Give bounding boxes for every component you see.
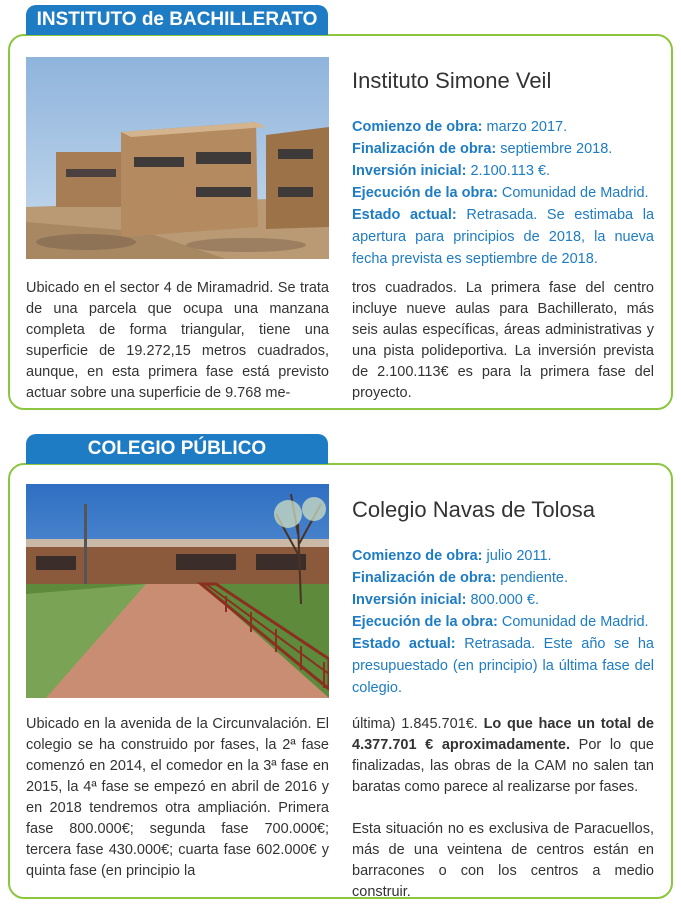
fact-label: Inversión inicial: xyxy=(352,592,467,608)
fact-start xyxy=(352,545,654,567)
fact-label: Finalización de obra: xyxy=(352,570,497,586)
paragraph: tros cuadrados. La primera fase del centro incluye nueve aulas para Bachillerato, más seis aulas específicas, áreas administrativas y una pista polideportiva. La inversión prevista de 2.100.113€ es para la primera fase del proyecto. xyxy=(352,280,654,401)
fact-value: marzo 2017. xyxy=(486,119,568,135)
body-text-left-colegio xyxy=(26,714,329,882)
body-text-right-colegio xyxy=(352,714,654,903)
school-title-colegio: Colegio Navas de Tolosa xyxy=(352,497,595,522)
fact-status xyxy=(352,633,654,699)
fact-value: Retrasada. Se estimaba la apertura para principios de 2018, la nueva fecha prevista es septiembre de 2018. xyxy=(352,207,655,267)
fact-value: julio 2011. xyxy=(486,548,552,564)
fact-label: Comienzo de obra: xyxy=(352,119,483,135)
fact-end xyxy=(352,567,654,589)
paragraph: Esta situación no es exclusiva de Paracuellos, más de una veintena de centros están en barracones o con los centros a medio construir. xyxy=(352,821,654,900)
fact-label: Estado actual: xyxy=(352,636,456,652)
fact-end xyxy=(352,138,654,160)
fact-label: Inversión inicial: xyxy=(352,163,467,179)
fact-label: Finalización de obra: xyxy=(352,141,497,157)
facts-instituto xyxy=(352,116,654,270)
fact-start xyxy=(352,116,654,138)
fact-execution xyxy=(352,611,654,633)
paragraph: Ubicado en el sector 4 de Miramadrid. Se trata de una parcela que ocupa una manzana completa de forma triangular, tiene una superficie de 19.272,15 metros cuadrados, aunque, en esta primera fase está previsto actuar sobre una superficie de 9.768 me- xyxy=(26,280,329,401)
fact-value: Comunidad de Madrid. xyxy=(501,185,649,201)
photo-instituto-building xyxy=(26,57,329,259)
paragraph xyxy=(352,714,654,798)
fact-label: Ejecución de la obra: xyxy=(352,185,498,201)
fact-value: septiembre 2018. xyxy=(500,141,613,157)
facts-colegio xyxy=(352,545,654,699)
fact-status xyxy=(352,204,654,270)
text-run: Por lo que finalizadas, las obras de la CAM no salen tan baratas como parece al realizarse por fases. xyxy=(352,737,654,795)
paragraph: Ubicado en la avenida de la Circunvalación. El colegio se ha construido por fases, la 2ª fase comenzó en 2014, el comedor en la 3ª fase en 2015, la 4ª fase se empezó en abril de 2016 y en 2018 tendremos otra ampliación. Primera fase 800.000€; segunda fase 700.000€; tercera fase 430.000€; cuarta fase 602.000€ y quinta fase (en principio la xyxy=(26,716,329,879)
fact-value: Comunidad de Madrid. xyxy=(501,614,649,630)
fact-investment xyxy=(352,589,654,611)
fact-execution xyxy=(352,182,654,204)
fact-value: pendiente. xyxy=(500,570,568,586)
photo-colegio-building xyxy=(26,484,329,698)
fact-value: Retrasada. Este año se ha presupuestado (en principio) la última fase del colegio. xyxy=(352,636,654,696)
section-tab-colegio: COLEGIO PÚBLICO xyxy=(26,434,328,464)
fact-label: Estado actual: xyxy=(352,207,457,223)
body-text-left-instituto xyxy=(26,278,329,404)
school-title-instituto: Instituto Simone Veil xyxy=(352,68,552,93)
fact-label: Ejecución de la obra: xyxy=(352,614,498,630)
fact-value: 800.000 €. xyxy=(470,592,539,608)
fact-value: 2.100.113 €. xyxy=(470,163,551,179)
text-run-bold: Lo que hace un total de 4.377.701 € aproximadamente. xyxy=(352,716,654,753)
fact-investment xyxy=(352,160,654,182)
fact-label: Comienzo de obra: xyxy=(352,548,483,564)
section-tab-instituto: INSTITUTO de BACHILLERATO xyxy=(26,5,328,35)
body-text-right-instituto xyxy=(352,278,654,404)
text-run: última) 1.845.701€. xyxy=(352,716,484,732)
